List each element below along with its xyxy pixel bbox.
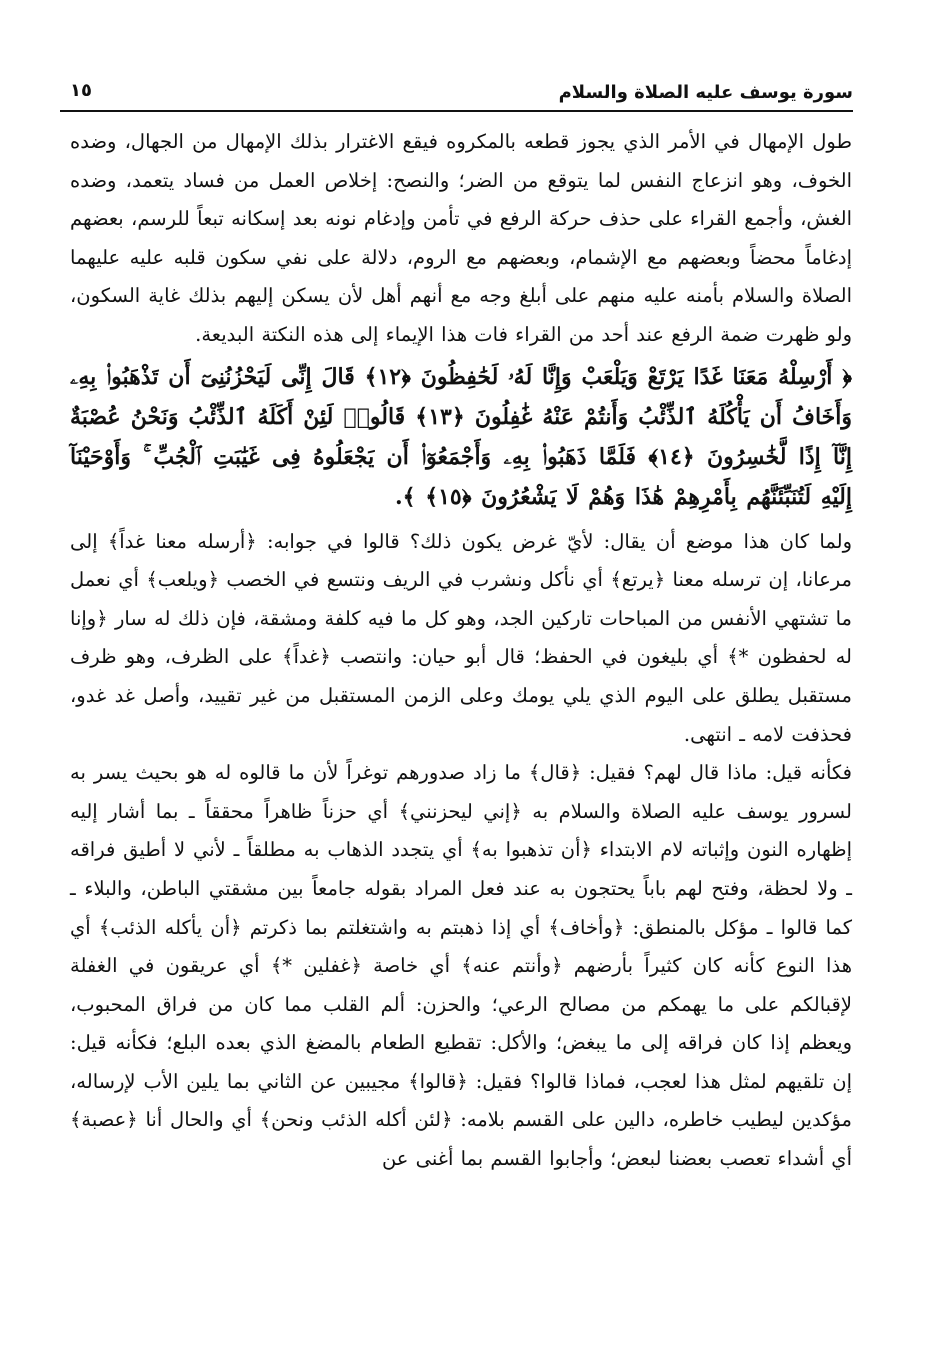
page-body: [70, 123, 852, 1179]
quran-verse-block: ﴿ أَرْسِلْهُ مَعَنَا غَدًا يَرْتَعْ وَيَلْعَبْ وَإِنَّا لَهُۥ لَحَٰفِظُونَ ﴿١٢﴾ قَالَ إِنِّى لَيَحْزُنُنِىٓ أَن تَذْهَبُوا۟ بِهِۦ وَأَخَافُ أَن يَأْكُلَهُ ٱلذِّئْبُ وَأَنتُمْ عَنْهُ غَٰفِلُونَ ﴿١٣﴾ قَالُوا۟ لَئِنْ أَكَلَهُ ٱلذِّئْبُ وَنَحْنُ عُصْبَةٌ إِنَّآ إِذًا لَّخَٰسِرُونَ ﴿١٤﴾ فَلَمَّا ذَهَبُوا۟ بِهِۦ وَأَجْمَعُوٓا۟ أَن يَجْعَلُوهُ فِى غَيَٰبَتِ ٱلْجُبِّ ۚ وَأَوْحَيْنَآ إِلَيْهِ لَتُنَبِّئَنَّهُم بِأَمْرِهِمْ هَٰذَا وَهُمْ لَا يَشْعُرُونَ ﴿١٥﴾ ﴾.: [70, 363, 852, 510]
page-number: ١٥: [70, 80, 92, 101]
running-title: سورة يوسف عليه الصلاة والسلام: [558, 82, 853, 103]
paragraph-3: فكأنه قيل: ماذا قال لهم؟ فقيل: ﴿قال﴾ ما زاد صدورهم توغراً لأن ما قالوه له هو بحيث يسر به لسرور يوسف عليه الصلاة والسلام به ﴿إني ليحزنني﴾ أي حزناً ظاهراً محققاً ـ بما أشار إليه إظهاره النون وإثباته لام الابتداء ﴿أن تذهبوا به﴾ أي يتجدد الذهاب به مطلقاً ـ لأني لا أطيق فراقه ـ ولا لحظة، وفتح لهم باباً يحتجون به عند فعل المراد بقوله جامعاً بين مشقتي الباطن، والبلاء ـ كما قالوا ـ مؤكل بالمنطق: ﴿وأخاف﴾ أي إذا ذهبتم به واشتغلتم بما ذكرتم ﴿أن يأكله الذئب﴾ أي هذا النوع كأنه كان كثيراً بأرضهم ﴿وأنتم عنه﴾ أي خاصة ﴿غفلين *﴾ أي عريقون في الغفلة لإقبالكم على ما يهمكم من مصالح الرعي؛ والحزن: ألم القلب مما كان من فراق المحبوب، ويعظم إذا كان فراقه إلى ما يبغض؛ والأكل: تقطيع الطعام بالمضغ الذي بعده البلع؛ فكأنه قيل: إن تلقيهم لمثل هذا لعجب، فماذا قالوا؟ فقيل: ﴿قالوا﴾ مجيبين عن الثاني بما يلين الأب لإرساله، مؤكدين ليطيب خاطره، دالين على القسم بلامه: ﴿لئن أكله الذئب ونحن﴾ أي والحال أنا ﴿عصبة﴾ أي أشداء تعصب بعضنا لبعض؛ وأجابوا القسم بما أغنى عن: [70, 761, 853, 1171]
header-divider: [60, 110, 853, 112]
paragraph-1: طول الإمهال في الأمر الذي يجوز قطعه بالمكروه فيقع الاغترار بذلك الإمهال من الجهال، وضده الخوف، وهو انزعاج النفس لما يتوقع من الضر؛ والنصح: إخلاص العمل من فساد يتعمد، وضده الغش، وأجمع القراء على حذف حركة الرفع في تأمن وإدغام نونه بعد إسكانه تبعاً للرسم، بعضهم إدغاماً محضاً وبعضهم مع الإشمام، وبعضهم مع الروم، دلالة على نفي سكون قلبه عليه عليهما الصلاة والسلام بأمنه عليه منهم على أبلغ وجه مع أنهم أهل لأن يسكن إليهم بذلك غاية السكون، ولو ظهرت ضمة الرفع عند أحد من القراء فات هذا الإيماء إلى هذه النكتة البديعة.: [70, 130, 852, 346]
page-header: [60, 78, 853, 112]
paragraph-2: ولما كان هذا موضع أن يقال: لأيّ غرض يكون ذلك؟ قالوا في جوابه: ﴿أرسله معنا غداً﴾ إلى مرعانا، إن ترسله معنا ﴿يرتع﴾ أي نأكل ونشرب في الريف ونتسع في الخصب ﴿ويلعب﴾ أي نعمل ما تشتهي الأنفس من المباحات تاركين الجد، وهو كل ما فيه كلفة ومشقة، فإن ذلك له سار ﴿وإنا له لحفظون *﴾ أي بليغون في الحفظ؛ قال أبو حيان: وانتصب ﴿غداً﴾ على الظرف، وهو ظرف مستقبل يطلق على اليوم الذي يلي يومك وعلى الزمن المستقبل من غير تقييد، وأصل غد غدو، فحذفت لامه ـ انتهى.: [70, 529, 852, 746]
